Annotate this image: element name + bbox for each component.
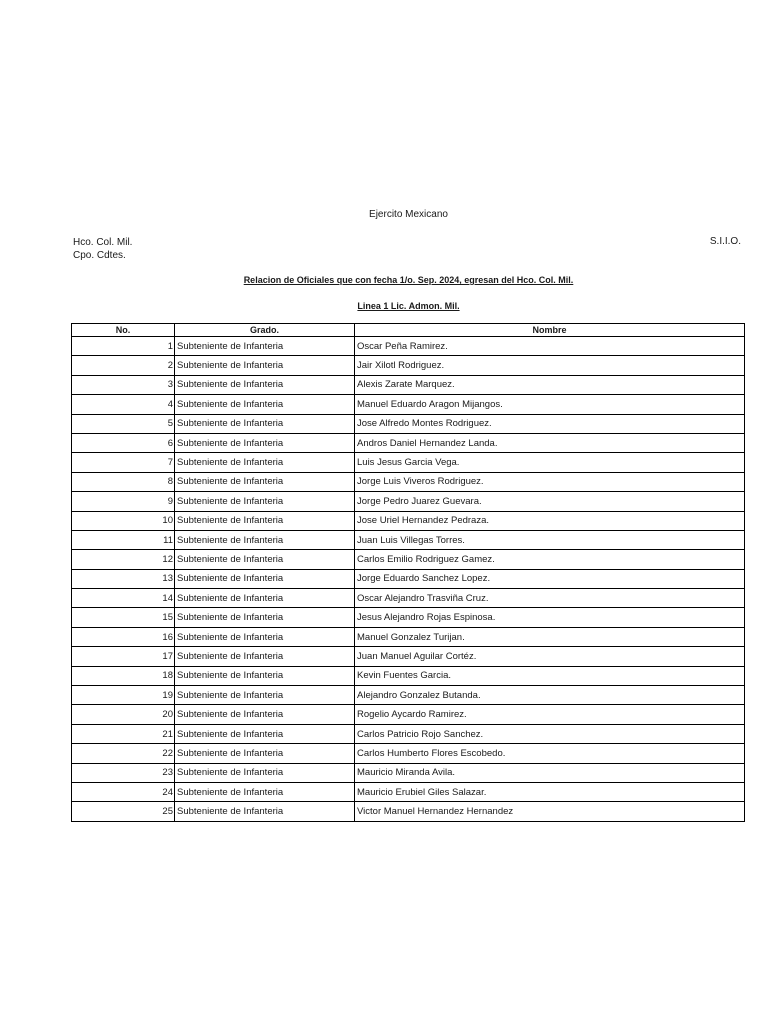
row-rank: Subteniente de Infanteria — [175, 375, 355, 394]
row-name: Oscar Alejandro Trasviña Cruz. — [355, 589, 745, 608]
row-number: 15 — [72, 608, 175, 627]
row-rank: Subteniente de Infanteria — [175, 356, 355, 375]
column-header-number: No. — [72, 324, 175, 337]
table-row — [72, 453, 745, 472]
table-row — [72, 414, 745, 433]
row-name: Oscar Peña Ramirez. — [355, 337, 745, 356]
row-rank: Subteniente de Infanteria — [175, 705, 355, 724]
row-name: Andros Daniel Hernandez Landa. — [355, 433, 745, 452]
row-number: 13 — [72, 569, 175, 588]
row-name: Luis Jesus Garcia Vega. — [355, 453, 745, 472]
table-row — [72, 705, 745, 724]
row-name: Victor Manuel Hernandez Hernandez — [355, 802, 745, 821]
table-row — [72, 744, 745, 763]
row-name: Juan Luis Villegas Torres. — [355, 530, 745, 549]
officers-table — [71, 323, 745, 822]
row-number: 23 — [72, 763, 175, 782]
row-name: Jorge Eduardo Sanchez Lopez. — [355, 569, 745, 588]
row-number: 3 — [72, 375, 175, 394]
row-number: 6 — [72, 433, 175, 452]
row-rank: Subteniente de Infanteria — [175, 782, 355, 801]
table-row — [72, 724, 745, 743]
unit-header — [73, 236, 132, 262]
column-header-rank: Grado. — [175, 324, 355, 337]
table-row — [72, 433, 745, 452]
row-number: 4 — [72, 395, 175, 414]
row-name: Mauricio Miranda Avila. — [355, 763, 745, 782]
row-rank: Subteniente de Infanteria — [175, 802, 355, 821]
row-number: 11 — [72, 530, 175, 549]
row-number: 1 — [72, 337, 175, 356]
row-rank: Subteniente de Infanteria — [175, 530, 355, 549]
table-row — [72, 666, 745, 685]
row-number: 9 — [72, 492, 175, 511]
row-name: Jorge Pedro Juarez Guevara. — [355, 492, 745, 511]
row-number: 18 — [72, 666, 175, 685]
row-name: Manuel Gonzalez Turijan. — [355, 627, 745, 646]
row-rank: Subteniente de Infanteria — [175, 395, 355, 414]
section-code: S.I.I.O. — [709, 236, 741, 247]
document-subtitle: Linea 1 Lic. Admon. Mil. — [357, 301, 460, 311]
table-row — [72, 511, 745, 530]
row-number: 20 — [72, 705, 175, 724]
row-rank: Subteniente de Infanteria — [175, 608, 355, 627]
row-name: Carlos Patricio Rojo Sanchez. — [355, 724, 745, 743]
table-row — [72, 337, 745, 356]
row-number: 25 — [72, 802, 175, 821]
row-rank: Subteniente de Infanteria — [175, 724, 355, 743]
row-number: 12 — [72, 550, 175, 569]
row-rank: Subteniente de Infanteria — [175, 472, 355, 491]
table-row — [72, 802, 745, 821]
row-name: Juan Manuel Aguilar Cortéz. — [355, 647, 745, 666]
row-rank: Subteniente de Infanteria — [175, 453, 355, 472]
row-number: 10 — [72, 511, 175, 530]
row-name: Alexis Zarate Marquez. — [355, 375, 745, 394]
table-row — [72, 550, 745, 569]
table-row — [72, 569, 745, 588]
row-number: 5 — [72, 414, 175, 433]
table-row — [72, 356, 745, 375]
table-row — [72, 686, 745, 705]
row-name: Alejandro Gonzalez Butanda. — [355, 686, 745, 705]
row-number: 14 — [72, 589, 175, 608]
row-number: 8 — [72, 472, 175, 491]
row-rank: Subteniente de Infanteria — [175, 666, 355, 685]
row-name: Mauricio Erubiel Giles Salazar. — [355, 782, 745, 801]
table-row — [72, 530, 745, 549]
table-row — [72, 375, 745, 394]
row-number: 19 — [72, 686, 175, 705]
row-name: Jesus Alejandro Rojas Espinosa. — [355, 608, 745, 627]
row-name: Rogelio Aycardo Ramirez. — [355, 705, 745, 724]
row-rank: Subteniente de Infanteria — [175, 686, 355, 705]
row-rank: Subteniente de Infanteria — [175, 569, 355, 588]
row-rank: Subteniente de Infanteria — [175, 492, 355, 511]
table-row — [72, 647, 745, 666]
row-name: Jair Xilotl Rodriguez. — [355, 356, 745, 375]
row-rank: Subteniente de Infanteria — [175, 627, 355, 646]
table-row — [72, 608, 745, 627]
column-header-name: Nombre — [355, 324, 745, 337]
row-name: Jose Uriel Hernandez Pedraza. — [355, 511, 745, 530]
row-name: Carlos Emilio Rodriguez Gamez. — [355, 550, 745, 569]
row-name: Jose Alfredo Montes Rodriguez. — [355, 414, 745, 433]
row-rank: Subteniente de Infanteria — [175, 744, 355, 763]
row-rank: Subteniente de Infanteria — [175, 414, 355, 433]
row-name: Jorge Luis Viveros Rodriguez. — [355, 472, 745, 491]
row-rank: Subteniente de Infanteria — [175, 511, 355, 530]
document-title: Relacion de Oficiales que con fecha 1/o. Sep. 2024, egresan del Hco. Col. Mil. — [243, 275, 574, 285]
row-rank: Subteniente de Infanteria — [175, 433, 355, 452]
unit-line-2: Cpo. Cdtes. — [73, 250, 126, 261]
row-name: Kevin Fuentes Garcia. — [355, 666, 745, 685]
row-number: 21 — [72, 724, 175, 743]
organization-name: Ejercito Mexicano — [369, 209, 448, 220]
table-row — [72, 627, 745, 646]
table-row — [72, 492, 745, 511]
table-row — [72, 589, 745, 608]
row-rank: Subteniente de Infanteria — [175, 337, 355, 356]
row-name: Manuel Eduardo Aragon Mijangos. — [355, 395, 745, 414]
row-rank: Subteniente de Infanteria — [175, 550, 355, 569]
table-row — [72, 472, 745, 491]
table-row — [72, 782, 745, 801]
row-rank: Subteniente de Infanteria — [175, 589, 355, 608]
row-number: 2 — [72, 356, 175, 375]
row-rank: Subteniente de Infanteria — [175, 647, 355, 666]
table-row — [72, 763, 745, 782]
row-number: 22 — [72, 744, 175, 763]
row-rank: Subteniente de Infanteria — [175, 763, 355, 782]
row-number: 7 — [72, 453, 175, 472]
unit-line-1: Hco. Col. Mil. — [73, 237, 133, 248]
row-number: 16 — [72, 627, 175, 646]
table-row — [72, 395, 745, 414]
row-number: 24 — [72, 782, 175, 801]
row-number: 17 — [72, 647, 175, 666]
row-name: Carlos Humberto Flores Escobedo. — [355, 744, 745, 763]
table-header-row — [72, 324, 745, 337]
